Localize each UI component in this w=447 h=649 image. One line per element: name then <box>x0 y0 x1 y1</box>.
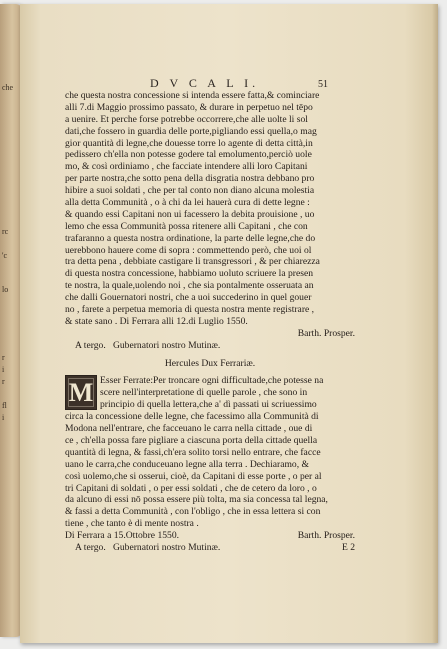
body-line: pedissero ch'ella non potesse godere tal emolumento,perciò uole <box>65 149 312 161</box>
body-line: ce , ch'ella possa fare pigliare a ciascuna porta della cittade quella <box>65 434 318 446</box>
address-line <box>65 340 355 352</box>
facing-page-fragment: i <box>2 413 5 422</box>
address-text: Gubernatori nostro Mutinæ. <box>112 541 221 553</box>
body-line: tiene , che tanto è di mente nostra . <box>65 518 199 530</box>
body-line: trafaranno a questa nostra ordinatione, la parte delle legne,che do <box>65 232 316 244</box>
body-line: circa la concessione delle legne, che facessimo alla Communità di <box>65 411 319 423</box>
body-line: & fassi a detta Communità , con l'obligo , che in essa lettera si con <box>65 506 321 518</box>
signature-line <box>65 328 355 340</box>
body-line: no , farete a perpetua memoria di questa nostra mente registrare , <box>65 304 315 316</box>
facing-page-edge <box>0 4 22 637</box>
body-line: alli 7.di Maggio prossimo passato, & durare in perpetuo nel tēpo <box>65 101 313 113</box>
body-line: & quando essi Capitani non ui facessero la debita prouisione , uo <box>65 208 315 220</box>
dropcap-lines <box>100 375 355 411</box>
body-line: dati,che fossero in guardia delle porte,pigliando essi quella,o mag <box>65 125 317 137</box>
body-line: gior quantità di legne,che douesse torre lo agente di detta città,in <box>65 137 313 149</box>
dateline: Di Ferrara a 15.Ottobre 1550. <box>65 530 180 542</box>
catchword: E 2 <box>341 541 355 553</box>
body-line: che dalli Gouernatori nostri, che a uoi succederino in quel gouer <box>65 292 312 304</box>
body-line: da alcuno di essi nō possa essere più tolta, ma sia concessa tal legna, <box>65 494 328 506</box>
body-line: principio di quella lettera,che a' dì passati ui scriuessimo <box>100 399 317 411</box>
letter-heading: Hercules Dux Ferrariæ. <box>164 357 256 369</box>
body-line: che questa nostra concessione si intenda essere fatta,& cominciare <box>65 90 320 101</box>
body-line: scere nell'interpretatione di quelle parole , che sono in <box>100 387 308 399</box>
signature: Barth. Prosper. <box>297 327 355 339</box>
body-line: mo, & così ordiniamo , che facciate intendere alli loro Capitani <box>65 161 308 173</box>
body-line: hibire a suoi soldati , che per tal conto non diano alcuna molestia <box>65 185 315 197</box>
facing-page-fragment: 'c <box>2 251 7 260</box>
body-line: alla detta Communità , o à chi da lei hauerà cura di dette legne : <box>65 197 310 209</box>
facing-page-fragment: fl <box>2 401 7 410</box>
body-line: tri Capitani di soldati , o per essi soldati , che de cetero da loro , o <box>65 482 317 494</box>
body-line: a uenire. Et perche forse potrebbe occorrere,che alle uolte li sol <box>65 113 308 125</box>
facing-page-fragment: che <box>2 83 14 92</box>
facing-page-fragment: i <box>2 365 5 374</box>
page-edge-shadow <box>432 4 438 643</box>
address <box>75 542 220 554</box>
facing-page-fragment: r <box>2 377 5 386</box>
facing-page-fragment: lo <box>2 285 9 294</box>
body-line: di questa nostra concessione, habbiamo uoluto scriuere la presen <box>65 268 314 280</box>
signature: Barth. Prosper. <box>297 530 355 542</box>
body-line-dateline: & state sano . Di Ferrara alli 12.di Luglio 1550. <box>65 315 248 327</box>
address-catchword-line <box>65 542 355 554</box>
body-line: Esser Ferrate:Per troncare ogni difficultade,che potesse na <box>100 375 324 387</box>
facing-page-fragment: r <box>2 353 5 362</box>
address-prefix: A tergo. <box>75 541 106 553</box>
body-line: te nostra, la quale,uolendo noi , che sia pontalmente osseruata an <box>65 280 314 292</box>
dropcap-paragraph <box>65 375 355 411</box>
body-line: uerebbono hauere come di sopra : commettendo però, che uoi ol <box>65 244 312 256</box>
address-prefix: A tergo. <box>75 339 106 351</box>
body-line: quantità di legna, & fassi,ch'era solito torsi nello entrare, che facce <box>65 446 321 458</box>
facing-page-fragment: rc <box>2 227 9 236</box>
body-line: Modona nell'entrare, che facceuano le carra nella cittade , oue di <box>65 423 313 435</box>
body-line: per parte nostra,che sotto pena della disgratia nostra debbano pro <box>65 173 315 185</box>
address-text: Gubernatori nostro Mutinæ. <box>112 339 221 351</box>
date-signature-line <box>65 530 355 542</box>
body-line: uano le carra,che conduceuano legne alla terra . Dechiaramo, & <box>65 458 309 470</box>
drop-cap-initial: M <box>65 375 97 410</box>
text-block <box>65 90 355 554</box>
page-number: 51 <box>318 79 328 90</box>
body-line: lemo che essa Communità possa ritenere alli Capitani , che con <box>65 220 308 232</box>
body-line: così uolemo,che si osserui, cioè, da Capitani di esse porte , o per al <box>65 470 322 482</box>
running-head: D V C A L I. <box>150 76 260 90</box>
body-line: tra detta pena , debbiate castigare li transgressori , & per chiarezza <box>65 256 320 268</box>
